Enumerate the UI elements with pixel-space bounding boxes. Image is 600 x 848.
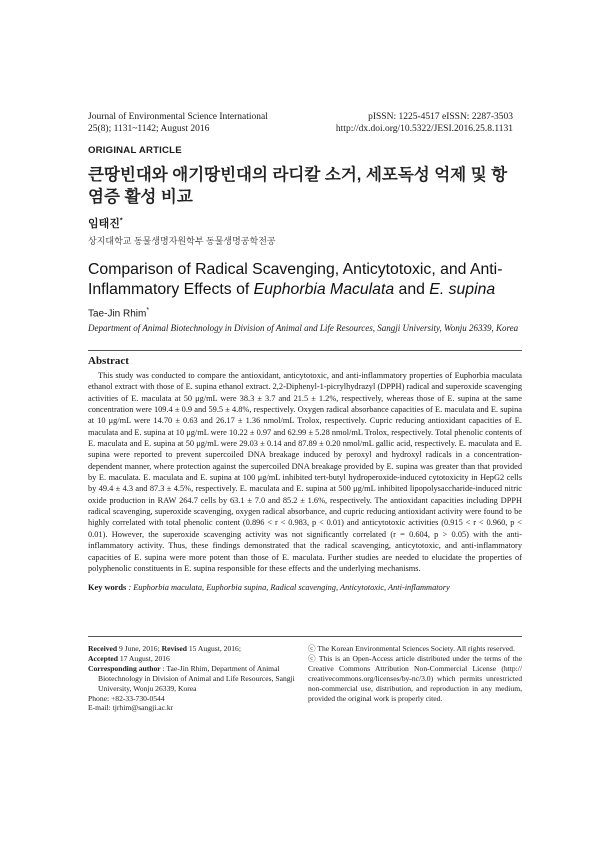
english-title-and: and (394, 281, 430, 298)
issn: pISSN: 1225-4517 eISSN: 2287-3503 (368, 112, 513, 122)
english-affiliation: Department of Animal Biotechnology in Division of Animal and Life Resources, Sangji University, Wonju 26339, Korea (88, 323, 519, 333)
korean-title: 큰땅빈대와 애기땅빈대의 라디칼 소거, 세포독성 억제 및 항염증 활성 비교 (88, 166, 508, 206)
journal-header-left (88, 111, 268, 135)
korean-author (88, 215, 123, 231)
journal-header-right (336, 111, 513, 135)
english-author (88, 307, 149, 319)
corresponding-author (88, 664, 296, 694)
abstract-body: This study was conducted to compare the antioxidant, anticytotoxic, and anti-inflammatory properties of Euphorbia maculata ethanol extract with those of E. supina ethanol extract. 2,2-Diphenyl-1-picrylhydrazyl (DPPH) radical and superoxide scavenging activities of E. maculata at 50 μg/mL were 38.3 ± 3.7 and 21.5 ± 1.2%, respectively, whereas those of E. supina at the same concentration were 109.4 ± 0.9 and 59.5 ± 4.8%, respectively. Oxygen radical absorbance capacities of E. maculata and E. supina at 10 μg/mL were 14.70 ± 0.63 and 26.17 ± 1.36 nmol/mL Trolox, respectively. Cupric reducing antioxidant capacities of E. maculata and E. supina at 10 μg/mL were 10.22 ± 0.97 and 62.99 ± 5.28 nmol/mL Trolox, respectively. Total phenolic contents of E. maculata and E. supina at 50 μg/mL were 29.03 ± 0.14 and 87.89 ± 0.20 nmol/mL gallic acid, respectively. E. maculata and E. supina were reported to prevent supercoiled DNA breakage induced by peroxyl and hydroxyl radicals in a concentration-dependent manner, where protection against the supercoiled DNA breakage provided by E. supina was greater than that provided by E. maculata. E. maculata and E. supina at 100 μg/mL inhibited tert-butyl hydroperoxide-induced cytotoxicity in HepG2 cells by 49.4 ± 4.3 and 87.3 ± 4.5%, respectively. E. maculata and E. supina at 500 μg/mL inhibited lipopolysaccharide-induced nitric oxide production in RAW 264.7 cells by 63.1 ± 7.0 and 85.2 ± 1.6%, respectively. The antioxidant capacities including DPPH radical scavenging, superoxide scavenging, oxygen radical absorbance, and cupric reducing antioxidant activity were found to be highly correlated with total phenolic content (0.896 < r < 0.983, p < 0.01) and anticytotoxic activities (0.915 < r < 0.960, p < 0.01). However, the superoxide scavenging activity was not significantly correlated (r = 0.604, p > 0.05) with the anti-inflammatory activity. Thus, these findings demonstrated that the radical scavenging, anticytotoxic, and anti-inflammatory capacities of E. supina were more potent than those of E. maculata. Further studies are needed to elucidate the properties of polyphenolic constituents in E. supina responsible for these effects and the underlying mechanisms. (88, 371, 522, 573)
divider-top (88, 350, 522, 351)
phone: Phone: +82-33-730-0544 (88, 693, 165, 703)
keywords-text: : Euphorbia maculata, Euphorbia supina, Radical scavenging, Anticytotoxic, Anti-inflammatory (126, 583, 450, 592)
revised-label: Revised (161, 644, 187, 653)
email[interactable]: E-mail: tjrhim@sangji.ac.kr (88, 703, 174, 713)
korean-author-name: 임태진 (88, 218, 120, 230)
doi-link[interactable]: http://dx.doi.org/10.5322/JESI.2016.25.8.1131 (335, 124, 513, 134)
divider-bottom (88, 636, 522, 637)
keywords-label: Key words (88, 583, 127, 592)
copyright-notice: ⓒ The Korean Environmental Sciences Society. All rights reserved. (308, 644, 515, 653)
korean-affiliation: 상지대학교 동물생명자원학부 동물생명공학전공 (88, 236, 276, 246)
revised-date: 15 August, 2016; (186, 644, 241, 653)
english-title-text: Comparison of Radical Scavenging, Anticytotoxic, and Anti-Inflammatory Effects of (88, 261, 503, 298)
abstract-heading: Abstract (88, 355, 129, 367)
species-name-1: Euphorbia Maculata (253, 281, 395, 298)
received-date: 9 June, 2016; (117, 644, 162, 653)
author-mark: * (119, 217, 123, 225)
accepted-line (88, 654, 296, 664)
received-label: Received (88, 644, 118, 653)
license-notice: ⓒ This is an Open-Access article distributed under the terms of the Creative Commons Attribution Non-Commercial License (http:// creativecommons.org/licenses/by-nc/3.0) which permits unrestricted non-commercial use, distribution, and reproduction in any medium, provided the original work is properly cited. (308, 653, 522, 703)
journal-name: Journal of Environmental Science International (88, 112, 268, 122)
received-line (88, 644, 296, 654)
accepted-label: Accepted (88, 653, 118, 663)
english-author-name: Tae-Jin Rhim (88, 308, 147, 320)
article-type: ORIGINAL ARTICLE (88, 145, 182, 156)
footer-license (308, 644, 522, 703)
english-title (88, 260, 528, 300)
accepted-date: 17 August, 2016 (117, 653, 170, 663)
author-mark: * (146, 307, 150, 314)
corresponding-label: Corresponding author (88, 663, 161, 673)
keywords (88, 583, 522, 592)
species-name-2: E. supina (429, 281, 496, 298)
footer-article-info (88, 644, 296, 713)
journal-volume: 25(8); 1131~1142; August 2016 (88, 124, 210, 134)
corresponding-text: : Tae-Jin Rhim, Department of Animal Biotechnology in Division of Animal and Life Resources, Sangji University, Wonju 26339, Korea (98, 663, 295, 693)
